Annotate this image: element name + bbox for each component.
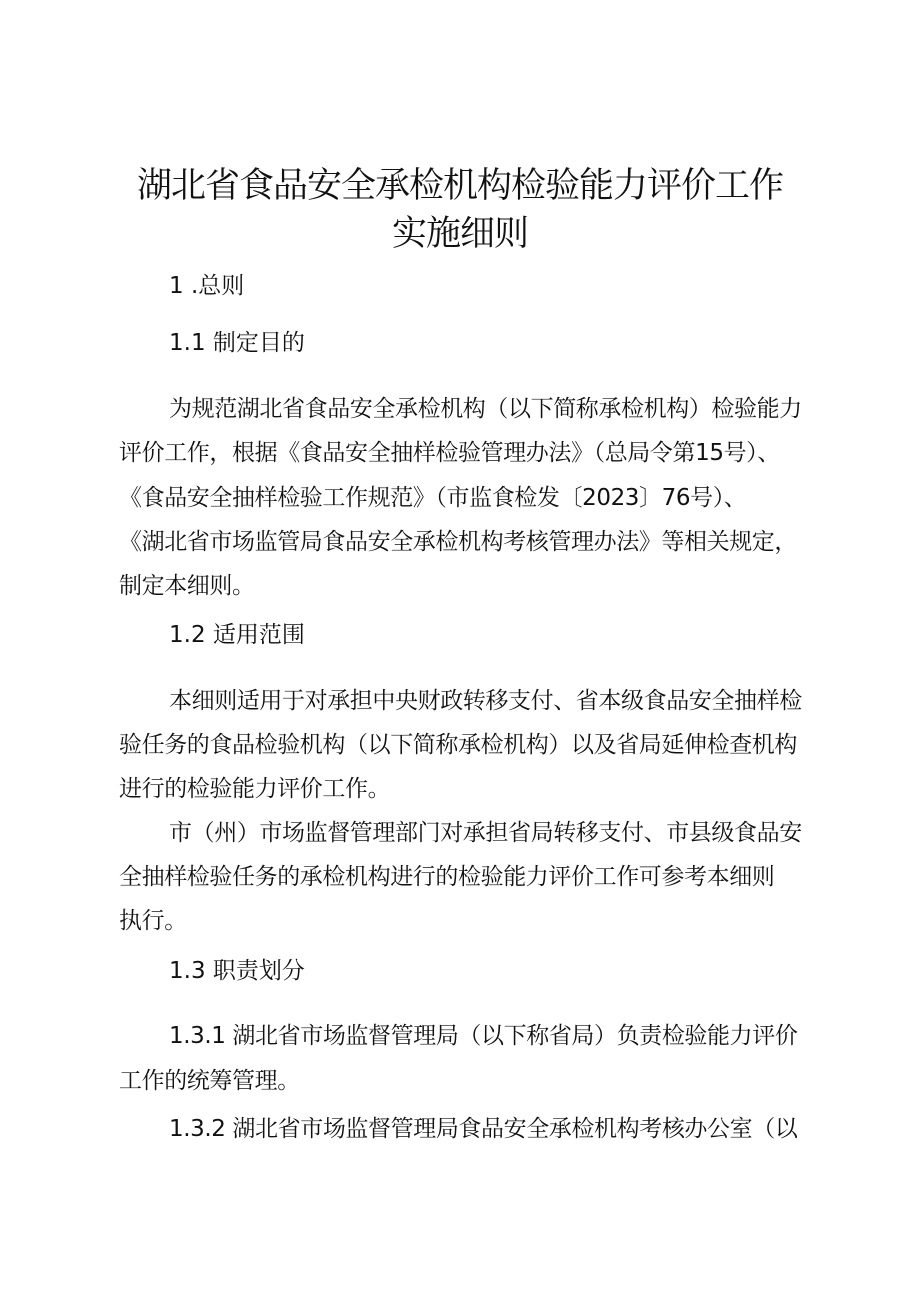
- scope-paragraph-1-line-1: 本细则适用于对承担中央财政转移支付、省本级食品安全抽样检: [169, 688, 802, 714]
- section-heading-responsibilities: 1.3 职责划分: [169, 958, 305, 984]
- scope-paragraph-2-line-1: 市（州）市场监督管理部门对承担省局转移支付、市县级食品安: [169, 820, 802, 846]
- responsibility-1-line-1: 1.3.1 湖北省市场监督管理局（以下称省局）负责检验能力评价: [169, 1023, 798, 1049]
- purpose-paragraph-line-2: 评价工作，根据《食品安全抽样检验管理办法》（总局令第15号）、: [119, 440, 780, 466]
- responsibility-1-line-2: 工作的统筹管理。: [119, 1068, 300, 1094]
- section-heading-scope: 1.2 适用范围: [169, 622, 305, 648]
- scope-paragraph-1-line-3: 进行的检验能力评价工作。: [119, 776, 391, 802]
- purpose-paragraph-line-5: 制定本细则。: [119, 573, 255, 599]
- purpose-paragraph-line-3: 《食品安全抽样检验工作规范》（市监食检发〔2023〕76号）、: [119, 485, 747, 511]
- section-heading-general: 1 .总则: [169, 273, 245, 299]
- scope-paragraph-2-line-2: 全抽样检验任务的承检机构进行的检验能力评价工作可参考本细则: [119, 864, 775, 890]
- document-title-line-1: 湖北省食品安全承检机构检验能力评价工作: [136, 166, 783, 206]
- responsibility-2-line-1: 1.3.2 湖北省市场监督管理局食品安全承检机构考核办公室（以: [169, 1116, 798, 1142]
- purpose-paragraph-line-4: 《湖北省市场监管局食品安全承检机构考核管理办法》等相关规定，: [119, 529, 798, 555]
- document-title-line-2: 实施细则: [391, 214, 528, 254]
- scope-paragraph-1-line-2: 验任务的食品检验机构（以下简称承检机构）以及省局延伸检查机构: [119, 732, 798, 758]
- purpose-paragraph-line-1: 为规范湖北省食品安全承检机构（以下简称承检机构）检验能力: [169, 396, 802, 422]
- section-heading-purpose: 1.1 制定目的: [169, 330, 305, 356]
- scope-paragraph-2-line-3: 执行。: [119, 908, 187, 934]
